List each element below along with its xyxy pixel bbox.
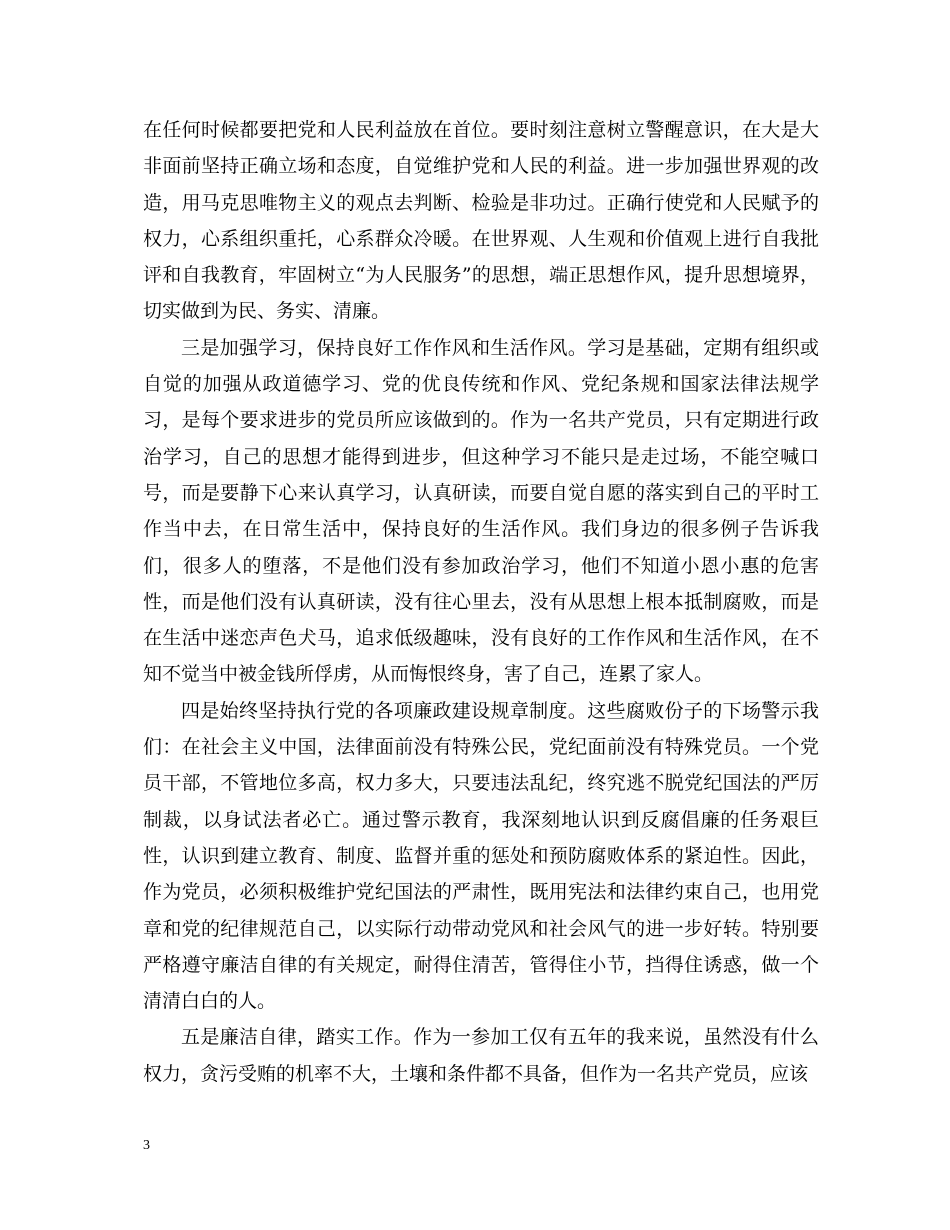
document-body	[143, 112, 819, 1092]
paragraph-4: 五是廉洁自律，踏实工作。作为一参加工仅有五年的我来说，虽然没有什么权力，贪污受贿的机率不大，土壤和条件都不具备，但作为一名共产党员，应该	[143, 1026, 819, 1085]
paragraph-1: 在任何时候都要把党和人民利益放在首位。要时刻注意树立警醒意识，在大是大非面前坚持正确立场和态度，自觉维护党和人民的利益。进一步加强世界观的改造，用马克思唯物主义的观点去判断、检验是非功过。正确行使党和人民赋予的权力，心系组织重托，心系群众冷暖。在世界观、人生观和价值观上进行自我批评和自我教育，牢固树立“为人民服务”的思想，端正思想作风，提升思想境界，切实做到为民、务实、清廉。	[143, 119, 819, 323]
page-number: 3	[143, 1138, 150, 1153]
paragraph-2: 三是加强学习，保持良好工作作风和生活作风。学习是基础，定期有组织或自觉的加强从政道德学习、党的优良传统和作风、党纪条规和国家法律法规学习，是每个要求进步的党员所应该做到的。作为一名共产党员，只有定期进行政治学习，自己的思想才能得到进步，但这种学习不能只是走过场，不能空喊口号，而是要静下心来认真学习，认真研读，而要自觉自愿的落实到自己的平时工作当中去，在日常生活中，保持良好的生活作风。我们身边的很多例子告诉我们，很多人的堕落，不是他们没有参加政治学习，他们不知道小恩小惠的危害性，而是他们没有认真研读，没有往心里去，没有从思想上根本抵制腐败，而是在生活中迷恋声色犬马，追求低级趣味，没有良好的工作作风和生活作风，在不知不觉当中被金钱所俘虏，从而悔恨终身，害了自己，连累了家人。	[143, 336, 819, 686]
paragraph-3: 四是始终坚持执行党的各项廉政建设规章制度。这些腐败份子的下场警示我们：在社会主义中国，法律面前没有特殊公民，党纪面前没有特殊党员。一个党员干部，不管地位多高，权力多大，只要违法乱纪，终究逃不脱党纪国法的严厉制裁，以身试法者必亡。通过警示教育，我深刻地认识到反腐倡廉的任务艰巨性，认识到建立教育、制度、监督并重的惩处和预防腐败体系的紧迫性。因此，作为党员，必须积极维护党纪国法的严肃性，既用宪法和法律约束自己，也用党章和党的纪律规范自己，以实际行动带动党风和社会风气的进一步好转。特别要严格遵守廉洁自律的有关规定，耐得住清苦，管得住小节，挡得住诱惑，做一个清清白白的人。	[143, 699, 819, 1013]
